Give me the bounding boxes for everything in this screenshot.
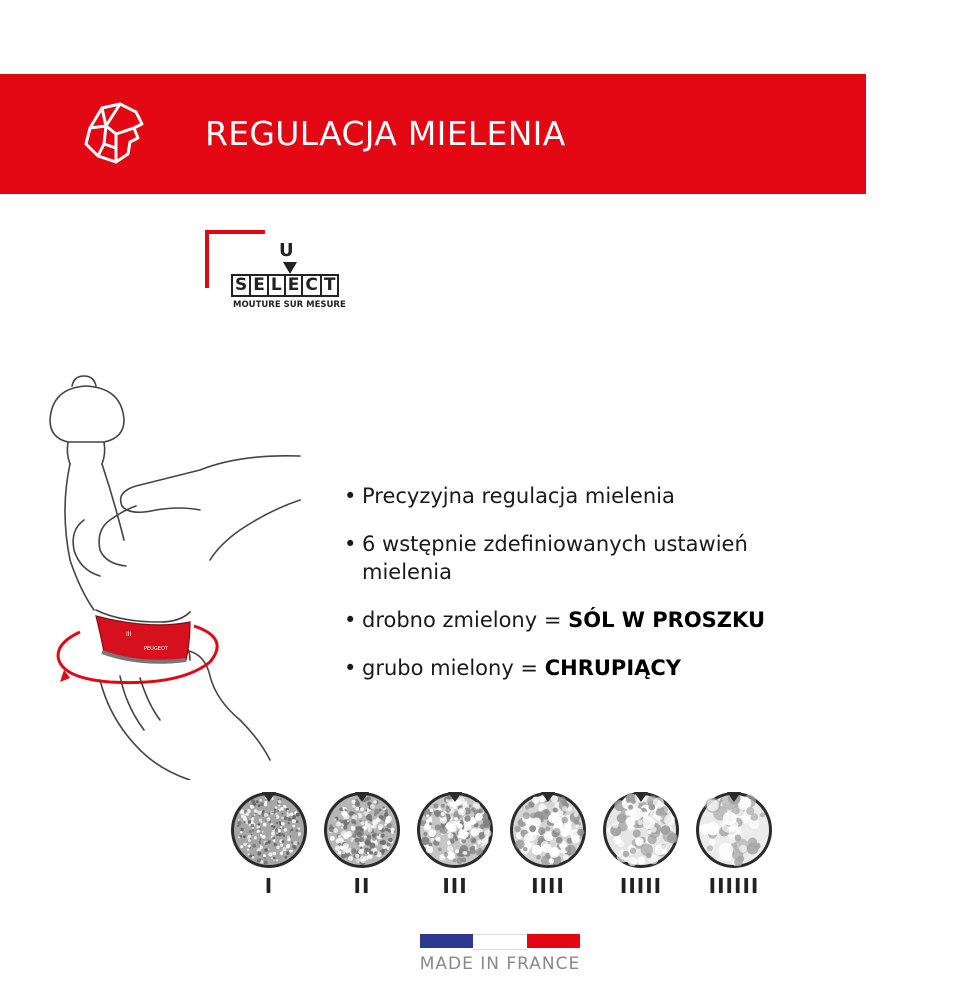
feature-item: • 6 wstępnie zdefiniowanych ustawień mielenia — [342, 530, 812, 586]
grind-level-label: II — [353, 874, 371, 898]
logo-u-mark: U — [279, 240, 294, 261]
feature-item: • grubo mielony = CHRUPIĄCY — [342, 654, 812, 682]
feature-list — [342, 482, 812, 702]
grind-level — [503, 790, 593, 898]
grind-level-label: IIIIII — [708, 874, 760, 898]
flag-stripe-red — [527, 934, 580, 948]
logo-subtitle: MOUTURE SUR MESURE — [233, 300, 346, 310]
french-flag-icon — [420, 934, 580, 948]
grind-level — [224, 790, 314, 898]
logo-letter: T — [320, 274, 340, 297]
grind-swatch-icon — [508, 790, 588, 870]
grind-level — [689, 790, 779, 898]
grind-swatch-icon — [694, 790, 774, 870]
logo-letter: L — [267, 274, 286, 297]
lion-head-icon — [76, 98, 148, 170]
grind-level — [317, 790, 407, 898]
flag-stripe-blue — [420, 934, 473, 948]
ring-marking: III — [126, 631, 132, 638]
grind-swatch-icon — [415, 790, 495, 870]
uselect-logo — [205, 226, 365, 316]
grind-level-label: IIII — [531, 874, 565, 898]
logo-letter: E — [249, 274, 269, 297]
grind-level — [596, 790, 686, 898]
grind-level-label: I — [264, 874, 274, 898]
header-banner — [0, 74, 866, 194]
feature-item: • Precyzyjna regulacja mielenia — [342, 482, 812, 510]
grind-level-label: III — [442, 874, 468, 898]
made-in-label: MADE IN FRANCE — [419, 954, 581, 974]
arrow-down-icon — [283, 262, 297, 274]
grind-levels — [224, 790, 784, 900]
logo-word — [233, 274, 339, 297]
mill-brand: PEUGEOT — [144, 646, 168, 652]
feature-item: • drobno zmielony = SÓL W PROSZKU — [342, 606, 812, 634]
logo-letter: C — [301, 274, 321, 297]
grind-swatch-icon — [601, 790, 681, 870]
logo-letter: E — [284, 274, 304, 297]
flag-stripe-white — [473, 934, 526, 950]
grind-swatch-icon — [229, 790, 309, 870]
page-title: REGULACJA MIELENIA — [205, 114, 566, 153]
grind-level — [410, 790, 500, 898]
grind-swatch-icon — [322, 790, 402, 870]
grind-level-label: IIIII — [619, 874, 663, 898]
hand-rotating-pepper-mill-icon — [40, 360, 330, 780]
logo-letter: S — [231, 274, 251, 297]
